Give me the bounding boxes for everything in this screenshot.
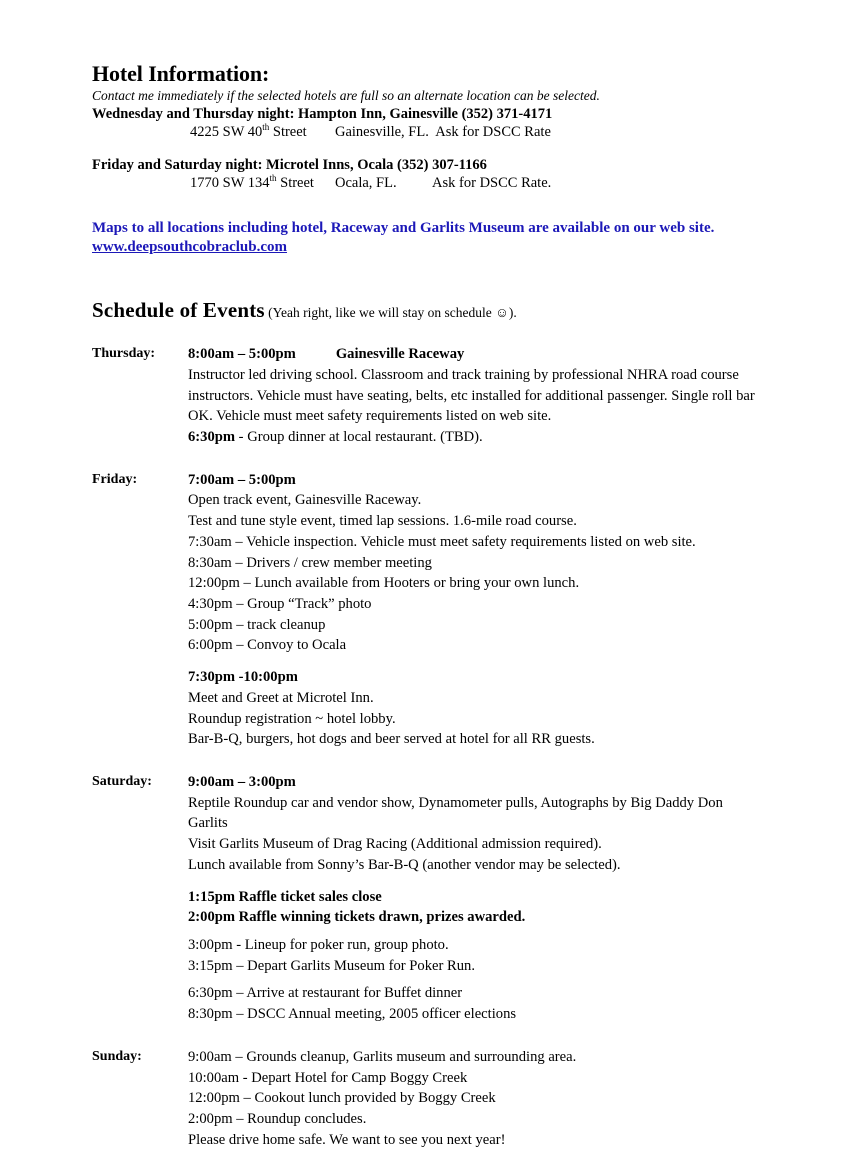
schedule-line [188, 907, 760, 928]
schedule-line [188, 635, 760, 656]
schedule-line-text: 2:00pm Raffle winning tickets drawn, prizes awarded. [188, 909, 526, 926]
schedule-day-body [188, 470, 760, 750]
schedule-line [188, 887, 760, 908]
schedule-day-body [188, 1047, 760, 1151]
schedule-day-row [92, 344, 760, 448]
schedule-line [188, 1130, 760, 1151]
website-link[interactable]: www.deepsouthcobraclub.com [92, 238, 288, 255]
schedule-line-trailing: - Group dinner at local restaurant. (TBD). [235, 428, 483, 445]
schedule-line-text: Reptile Roundup car and vendor show, Dynamometer pulls, Autographs by Big Daddy Don Garlits [188, 794, 723, 832]
schedule-line [188, 553, 760, 574]
schedule-line-text: 7:30am – Vehicle inspection. Vehicle must meet safety requirements listed on web site. [188, 533, 696, 550]
schedule-line [188, 615, 760, 636]
schedule-line [188, 729, 760, 750]
schedule-line-text: 8:00am – 5:00pm [188, 346, 296, 363]
schedule-line [188, 956, 760, 977]
schedule-line [188, 594, 760, 615]
hotel-block-spacer [92, 142, 760, 156]
schedule-line [188, 772, 760, 793]
hotel-2-address [92, 174, 760, 193]
contact-note: Contact me immediately if the selected hotels are full so an alternate location can be selected. [92, 87, 600, 103]
schedule-day-label: Saturday: [92, 774, 152, 790]
schedule-day-body [188, 344, 760, 448]
schedule-line [188, 470, 760, 491]
schedule-line-text: 12:00pm – Cookout lunch provided by Boggy Creek [188, 1090, 496, 1107]
schedule-line-text: 3:00pm - Lineup for poker run, group photo. [188, 937, 449, 954]
schedule-line [188, 532, 760, 553]
schedule-day-body [188, 772, 760, 1025]
schedule-heading [92, 299, 760, 322]
schedule-day-label: Friday: [92, 471, 138, 487]
hotel-1-address-rest: Gainesville, FL. Ask for DSCC Rate [335, 123, 551, 140]
schedule-line-text: 6:30pm – Arrive at restaurant for Buffet dinner [188, 985, 463, 1002]
schedule-line-text: 8:30pm – DSCC Annual meeting, 2005 officer elections [188, 1006, 517, 1023]
schedule-line-text: 3:15pm – Depart Garlits Museum for Poker Run. [188, 957, 475, 974]
schedule-line-text: 5:00pm – track cleanup [188, 616, 326, 633]
schedule-line-text: 10:00am - Depart Hotel for Camp Boggy Creek [188, 1069, 468, 1086]
schedule-line-venue: Gainesville Raceway [335, 346, 465, 363]
schedule-line [188, 709, 760, 730]
schedule-line-text: Roundup registration ~ hotel lobby. [188, 710, 396, 727]
schedule-day-row [92, 772, 760, 1025]
schedule-line [188, 1047, 760, 1068]
schedule-line-text: 8:30am – Drivers / crew member meeting [188, 554, 432, 571]
schedule-line [188, 834, 760, 855]
schedule-line [188, 1004, 760, 1025]
schedule-line-text: Visit Garlits Museum of Drag Racing (Additional admission required). [188, 836, 602, 853]
schedule-line-text: Open track event, Gainesville Raceway. [188, 492, 422, 509]
hotel-1-street-number: 4225 SW 40 [190, 123, 263, 140]
schedule-line-text: 12:00pm – Lunch available from Hooters or bring your own lunch. [188, 575, 580, 592]
schedule-line-text: 1:15pm Raffle ticket sales close [188, 888, 382, 905]
hotel-2-street-suffix: Street [276, 174, 314, 191]
schedule-line [188, 855, 760, 876]
hotel-1-address [92, 123, 760, 142]
schedule-line [188, 344, 760, 365]
maps-text: Maps to all locations including hotel, Raceway and Garlits Museum are available on our web site. [92, 219, 715, 236]
schedule-line-text: Instructor led driving school. Classroom and track training by professional NHRA road course instructors. Vehicle must have seating, belts, etc installed for additional passenger. Single roll bar OK. Vehicle must meet safety requirements listed on web site. [188, 366, 755, 425]
schedule-line-text: 6:30pm [188, 428, 236, 445]
document-content [92, 62, 760, 1151]
schedule-day-row [92, 470, 760, 750]
schedule-line [188, 935, 760, 956]
schedule-line [188, 688, 760, 709]
schedule-line-text: 6:00pm – Convoy to Ocala [188, 637, 347, 654]
schedule-line-text: Please drive home safe. We want to see you next year! [188, 1131, 506, 1148]
hotel-2-street-number: 1770 SW 134 [190, 174, 270, 191]
schedule-line-text: Bar-B-Q, burgers, hot dogs and beer served at hotel for all RR guests. [188, 731, 595, 748]
schedule-line [188, 1068, 760, 1089]
schedule-line [188, 573, 760, 594]
schedule-day-row [92, 1047, 760, 1151]
hotel-1-street-ordinal: th [262, 121, 270, 132]
schedule-line-text: 4:30pm – Group “Track” photo [188, 595, 372, 612]
schedule-line [188, 667, 760, 688]
schedule-days-container [92, 344, 760, 1150]
hotel-2-title: Friday and Saturday night: Microtel Inns, Ocala (352) 307-1166 [92, 156, 487, 173]
schedule-line [188, 511, 760, 532]
maps-section [92, 219, 760, 257]
schedule-line [188, 490, 760, 511]
schedule-heading-note: (Yeah right, like we will stay on schedule ☺). [264, 304, 517, 320]
hotel-1-title: Wednesday and Thursday night: Hampton Inn, Gainesville (352) 371-4171 [92, 105, 553, 122]
schedule-line-text: 9:00am – Grounds cleanup, Garlits museum and surrounding area. [188, 1048, 577, 1065]
schedule-line [188, 427, 760, 448]
hotel-2-address-rest: Ocala, FL. Ask for DSCC Rate. [335, 174, 552, 191]
schedule-line [188, 1088, 760, 1109]
schedule-line-text: Lunch available from Sonny’s Bar-B-Q (another vendor may be selected). [188, 856, 621, 873]
schedule-line [188, 365, 760, 427]
schedule-day-label: Sunday: [92, 1048, 142, 1064]
hotel-2-street-ordinal: th [269, 172, 277, 183]
hotel-information-section [92, 62, 760, 193]
schedule-heading-main: Schedule of Events [92, 297, 265, 322]
schedule-of-events-section [92, 299, 760, 1151]
schedule-line [188, 793, 760, 834]
schedule-line-text: 7:00am – 5:00pm [188, 471, 296, 488]
schedule-line-text: 7:30pm -10:00pm [188, 669, 298, 686]
schedule-line-text: Test and tune style event, timed lap sessions. 1.6-mile road course. [188, 513, 577, 530]
schedule-line-text: 9:00am – 3:00pm [188, 774, 296, 791]
schedule-line [188, 983, 760, 1004]
schedule-line-text: 2:00pm – Roundup concludes. [188, 1111, 367, 1128]
schedule-day-label: Thursday: [92, 346, 156, 362]
schedule-line [188, 1109, 760, 1130]
page-title: Hotel Information: [92, 61, 270, 86]
hotel-1-street-suffix: Street [269, 123, 307, 140]
schedule-line-text: Meet and Greet at Microtel Inn. [188, 689, 374, 706]
